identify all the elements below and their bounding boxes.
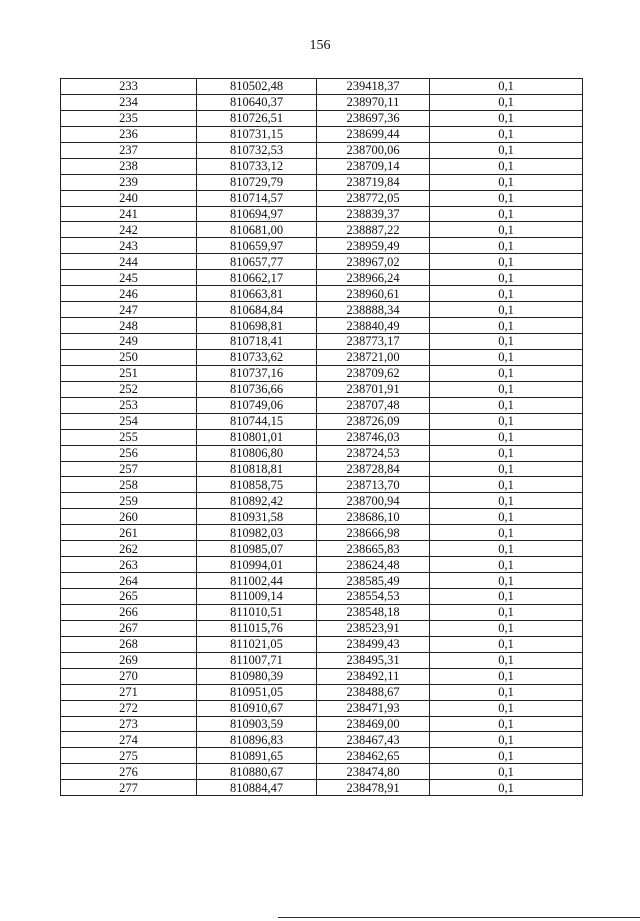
x-coordinate-cell: 811021,05 [197, 636, 317, 652]
accuracy-cell: 0,1 [430, 445, 583, 461]
point-number-cell: 264 [61, 573, 197, 589]
y-coordinate-cell: 238887,22 [317, 222, 430, 238]
x-coordinate-cell: 810891,65 [197, 748, 317, 764]
bottom-rule [278, 917, 640, 918]
x-coordinate-cell: 810732,53 [197, 142, 317, 158]
point-number-cell: 265 [61, 589, 197, 605]
accuracy-cell: 0,1 [430, 589, 583, 605]
accuracy-cell: 0,1 [430, 573, 583, 589]
y-coordinate-cell: 238488,67 [317, 684, 430, 700]
y-coordinate-cell: 238495,31 [317, 652, 430, 668]
point-number-cell: 241 [61, 206, 197, 222]
y-coordinate-cell: 238492,11 [317, 668, 430, 684]
accuracy-cell: 0,1 [430, 206, 583, 222]
point-number-cell: 275 [61, 748, 197, 764]
table-row [61, 780, 583, 796]
point-number-cell: 267 [61, 620, 197, 636]
x-coordinate-cell: 810985,07 [197, 541, 317, 557]
x-coordinate-cell: 810910,67 [197, 700, 317, 716]
x-coordinate-cell: 810726,51 [197, 110, 317, 126]
y-coordinate-cell: 238839,37 [317, 206, 430, 222]
accuracy-cell: 0,1 [430, 509, 583, 525]
table-row [61, 365, 583, 381]
x-coordinate-cell: 810718,41 [197, 334, 317, 350]
accuracy-cell: 0,1 [430, 365, 583, 381]
x-coordinate-cell: 810892,42 [197, 493, 317, 509]
point-number-cell: 242 [61, 222, 197, 238]
x-coordinate-cell: 810659,97 [197, 238, 317, 254]
y-coordinate-cell: 238585,49 [317, 573, 430, 589]
x-coordinate-cell: 810681,00 [197, 222, 317, 238]
table-row [61, 206, 583, 222]
accuracy-cell: 0,1 [430, 493, 583, 509]
table-row [61, 286, 583, 302]
y-coordinate-cell: 238700,94 [317, 493, 430, 509]
point-number-cell: 254 [61, 413, 197, 429]
y-coordinate-cell: 238726,09 [317, 413, 430, 429]
accuracy-cell: 0,1 [430, 461, 583, 477]
x-coordinate-cell: 810858,75 [197, 477, 317, 493]
table-row [61, 684, 583, 700]
x-coordinate-cell: 810951,05 [197, 684, 317, 700]
coordinates-table [60, 78, 583, 796]
accuracy-cell: 0,1 [430, 732, 583, 748]
accuracy-cell: 0,1 [430, 636, 583, 652]
accuracy-cell: 0,1 [430, 604, 583, 620]
accuracy-cell: 0,1 [430, 748, 583, 764]
table-row [61, 620, 583, 636]
y-coordinate-cell: 238474,80 [317, 764, 430, 780]
point-number-cell: 250 [61, 349, 197, 365]
accuracy-cell: 0,1 [430, 700, 583, 716]
x-coordinate-cell: 810714,57 [197, 190, 317, 206]
y-coordinate-cell: 238665,83 [317, 541, 430, 557]
point-number-cell: 262 [61, 541, 197, 557]
table-row [61, 318, 583, 334]
x-coordinate-cell: 811002,44 [197, 573, 317, 589]
x-coordinate-cell: 811009,14 [197, 589, 317, 605]
table-row [61, 700, 583, 716]
x-coordinate-cell: 810982,03 [197, 525, 317, 541]
point-number-cell: 240 [61, 190, 197, 206]
accuracy-cell: 0,1 [430, 222, 583, 238]
y-coordinate-cell: 238699,44 [317, 126, 430, 142]
table-row [61, 254, 583, 270]
accuracy-cell: 0,1 [430, 429, 583, 445]
y-coordinate-cell: 238713,70 [317, 477, 430, 493]
accuracy-cell: 0,1 [430, 764, 583, 780]
table-row [61, 270, 583, 286]
point-number-cell: 247 [61, 302, 197, 318]
y-coordinate-cell: 238707,48 [317, 397, 430, 413]
accuracy-cell: 0,1 [430, 668, 583, 684]
table-row [61, 397, 583, 413]
accuracy-cell: 0,1 [430, 79, 583, 95]
x-coordinate-cell: 810884,47 [197, 780, 317, 796]
y-coordinate-cell: 238772,05 [317, 190, 430, 206]
point-number-cell: 236 [61, 126, 197, 142]
x-coordinate-cell: 810931,58 [197, 509, 317, 525]
accuracy-cell: 0,1 [430, 477, 583, 493]
point-number-cell: 273 [61, 716, 197, 732]
point-number-cell: 272 [61, 700, 197, 716]
y-coordinate-cell: 238666,98 [317, 525, 430, 541]
x-coordinate-cell: 810903,59 [197, 716, 317, 732]
table-row [61, 79, 583, 95]
x-coordinate-cell: 810684,84 [197, 302, 317, 318]
accuracy-cell: 0,1 [430, 349, 583, 365]
table-row [61, 668, 583, 684]
y-coordinate-cell: 238478,91 [317, 780, 430, 796]
point-number-cell: 248 [61, 318, 197, 334]
x-coordinate-cell: 810729,79 [197, 174, 317, 190]
table-row [61, 477, 583, 493]
y-coordinate-cell: 238970,11 [317, 94, 430, 110]
table-row [61, 557, 583, 573]
y-coordinate-cell: 238966,24 [317, 270, 430, 286]
x-coordinate-cell: 810744,15 [197, 413, 317, 429]
point-number-cell: 276 [61, 764, 197, 780]
point-number-cell: 277 [61, 780, 197, 796]
accuracy-cell: 0,1 [430, 110, 583, 126]
y-coordinate-cell: 238499,43 [317, 636, 430, 652]
x-coordinate-cell: 810749,06 [197, 397, 317, 413]
y-coordinate-cell: 238773,17 [317, 334, 430, 350]
point-number-cell: 243 [61, 238, 197, 254]
x-coordinate-cell: 810736,66 [197, 381, 317, 397]
point-number-cell: 274 [61, 732, 197, 748]
table-row [61, 334, 583, 350]
y-coordinate-cell: 238967,02 [317, 254, 430, 270]
table-row [61, 158, 583, 174]
table-row [61, 381, 583, 397]
y-coordinate-cell: 238840,49 [317, 318, 430, 334]
accuracy-cell: 0,1 [430, 190, 583, 206]
accuracy-cell: 0,1 [430, 381, 583, 397]
point-number-cell: 239 [61, 174, 197, 190]
point-number-cell: 245 [61, 270, 197, 286]
accuracy-cell: 0,1 [430, 397, 583, 413]
table-row [61, 652, 583, 668]
accuracy-cell: 0,1 [430, 413, 583, 429]
table-row [61, 636, 583, 652]
x-coordinate-cell: 811010,51 [197, 604, 317, 620]
table-row [61, 461, 583, 477]
table-row [61, 126, 583, 142]
table-row [61, 349, 583, 365]
table-row [61, 748, 583, 764]
y-coordinate-cell: 238721,00 [317, 349, 430, 365]
accuracy-cell: 0,1 [430, 302, 583, 318]
y-coordinate-cell: 238686,10 [317, 509, 430, 525]
y-coordinate-cell: 238746,03 [317, 429, 430, 445]
point-number-cell: 256 [61, 445, 197, 461]
accuracy-cell: 0,1 [430, 652, 583, 668]
x-coordinate-cell: 810731,15 [197, 126, 317, 142]
point-number-cell: 252 [61, 381, 197, 397]
point-number-cell: 271 [61, 684, 197, 700]
y-coordinate-cell: 238462,65 [317, 748, 430, 764]
accuracy-cell: 0,1 [430, 684, 583, 700]
x-coordinate-cell: 810657,77 [197, 254, 317, 270]
table-row [61, 142, 583, 158]
y-coordinate-cell: 238888,34 [317, 302, 430, 318]
y-coordinate-cell: 238469,00 [317, 716, 430, 732]
x-coordinate-cell: 810880,67 [197, 764, 317, 780]
x-coordinate-cell: 810980,39 [197, 668, 317, 684]
accuracy-cell: 0,1 [430, 541, 583, 557]
page-number: 156 [309, 38, 331, 53]
x-coordinate-cell: 810733,62 [197, 349, 317, 365]
x-coordinate-cell: 810733,12 [197, 158, 317, 174]
table-row [61, 573, 583, 589]
point-number-cell: 257 [61, 461, 197, 477]
point-number-cell: 253 [61, 397, 197, 413]
point-number-cell: 258 [61, 477, 197, 493]
accuracy-cell: 0,1 [430, 286, 583, 302]
y-coordinate-cell: 238548,18 [317, 604, 430, 620]
accuracy-cell: 0,1 [430, 126, 583, 142]
table-row [61, 94, 583, 110]
table-row [61, 541, 583, 557]
table-row [61, 716, 583, 732]
point-number-cell: 266 [61, 604, 197, 620]
x-coordinate-cell: 811007,71 [197, 652, 317, 668]
point-number-cell: 269 [61, 652, 197, 668]
table-row [61, 238, 583, 254]
accuracy-cell: 0,1 [430, 557, 583, 573]
x-coordinate-cell: 810694,97 [197, 206, 317, 222]
x-coordinate-cell: 810737,16 [197, 365, 317, 381]
point-number-cell: 246 [61, 286, 197, 302]
y-coordinate-cell: 238701,91 [317, 381, 430, 397]
point-number-cell: 234 [61, 94, 197, 110]
x-coordinate-cell: 811015,76 [197, 620, 317, 636]
x-coordinate-cell: 810896,83 [197, 732, 317, 748]
y-coordinate-cell: 238697,36 [317, 110, 430, 126]
accuracy-cell: 0,1 [430, 270, 583, 286]
point-number-cell: 238 [61, 158, 197, 174]
table-row [61, 445, 583, 461]
x-coordinate-cell: 810662,17 [197, 270, 317, 286]
y-coordinate-cell: 238728,84 [317, 461, 430, 477]
x-coordinate-cell: 810698,81 [197, 318, 317, 334]
point-number-cell: 261 [61, 525, 197, 541]
x-coordinate-cell: 810663,81 [197, 286, 317, 302]
y-coordinate-cell: 238719,84 [317, 174, 430, 190]
point-number-cell: 268 [61, 636, 197, 652]
accuracy-cell: 0,1 [430, 318, 583, 334]
accuracy-cell: 0,1 [430, 716, 583, 732]
x-coordinate-cell: 810806,80 [197, 445, 317, 461]
y-coordinate-cell: 238554,53 [317, 589, 430, 605]
table-row [61, 589, 583, 605]
y-coordinate-cell: 238959,49 [317, 238, 430, 254]
table-row [61, 732, 583, 748]
point-number-cell: 270 [61, 668, 197, 684]
accuracy-cell: 0,1 [430, 334, 583, 350]
point-number-cell: 237 [61, 142, 197, 158]
y-coordinate-cell: 239418,37 [317, 79, 430, 95]
table-row [61, 525, 583, 541]
accuracy-cell: 0,1 [430, 94, 583, 110]
table-row [61, 222, 583, 238]
table-row [61, 429, 583, 445]
point-number-cell: 255 [61, 429, 197, 445]
x-coordinate-cell: 810801,01 [197, 429, 317, 445]
point-number-cell: 233 [61, 79, 197, 95]
table-row [61, 493, 583, 509]
y-coordinate-cell: 238724,53 [317, 445, 430, 461]
table-row [61, 110, 583, 126]
accuracy-cell: 0,1 [430, 525, 583, 541]
table-row [61, 413, 583, 429]
accuracy-cell: 0,1 [430, 238, 583, 254]
table-row [61, 509, 583, 525]
table-body [61, 79, 583, 796]
y-coordinate-cell: 238709,62 [317, 365, 430, 381]
x-coordinate-cell: 810502,48 [197, 79, 317, 95]
table-row [61, 604, 583, 620]
point-number-cell: 259 [61, 493, 197, 509]
accuracy-cell: 0,1 [430, 620, 583, 636]
y-coordinate-cell: 238624,48 [317, 557, 430, 573]
point-number-cell: 260 [61, 509, 197, 525]
y-coordinate-cell: 238709,14 [317, 158, 430, 174]
y-coordinate-cell: 238700,06 [317, 142, 430, 158]
y-coordinate-cell: 238960,61 [317, 286, 430, 302]
accuracy-cell: 0,1 [430, 142, 583, 158]
point-number-cell: 263 [61, 557, 197, 573]
accuracy-cell: 0,1 [430, 254, 583, 270]
point-number-cell: 251 [61, 365, 197, 381]
y-coordinate-cell: 238467,43 [317, 732, 430, 748]
table-row [61, 174, 583, 190]
table-row [61, 302, 583, 318]
accuracy-cell: 0,1 [430, 158, 583, 174]
point-number-cell: 244 [61, 254, 197, 270]
y-coordinate-cell: 238471,93 [317, 700, 430, 716]
table-row [61, 190, 583, 206]
x-coordinate-cell: 810818,81 [197, 461, 317, 477]
accuracy-cell: 0,1 [430, 174, 583, 190]
point-number-cell: 235 [61, 110, 197, 126]
x-coordinate-cell: 810640,37 [197, 94, 317, 110]
y-coordinate-cell: 238523,91 [317, 620, 430, 636]
x-coordinate-cell: 810994,01 [197, 557, 317, 573]
accuracy-cell: 0,1 [430, 780, 583, 796]
point-number-cell: 249 [61, 334, 197, 350]
table-row [61, 764, 583, 780]
